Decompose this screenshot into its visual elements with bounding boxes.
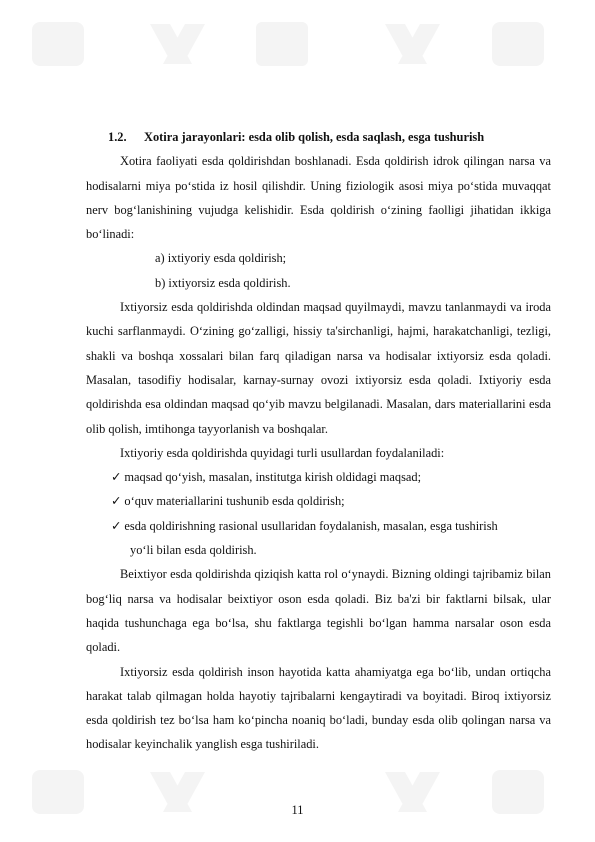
check-item-1: ✓ maqsad qo‘yish, masalan, institutga kirish oldidagi maqsad; bbox=[111, 470, 422, 485]
section-heading bbox=[86, 125, 551, 149]
paragraph-intro: Xotira faoliyati esda qoldirishdan boshlanadi. Esda qoldirish idrok qilingan narsa va hodisalarni miya po‘stida iz hosil qilishdir. Uning fiziologik asosi miya po‘stida muvaqqat nerv bog‘lanishining vujudga kelishidir. Esda qoldirish o‘zining faolligi jihatidan ikkiga bo‘linadi: bbox=[86, 154, 551, 242]
list-item-b: b) ixtiyorsiz esda qoldirish. bbox=[155, 275, 291, 290]
check-item-2: ✓ o‘quv materiallarini tushunib esda qoldirish; bbox=[111, 494, 345, 509]
paragraph-interest: Beixtiyor esda qoldirishda qiziqish katta rol o‘ynaydi. Bizning oldingi tajribamiz bilan bog‘liq narsa va hodisalar beixtiyor oson esda qoladi. Biz ba'zi bir faktlarni bilsak, ular haqida tushunchaga ega bo‘lsa, shu faktlarga tegishli bo‘lgan hamma narsalar oson esda qoladi. bbox=[86, 567, 551, 655]
paragraph-methods-intro: Ixtiyoriy esda qoldirishda quyidagi turli usullardan foydalaniladi: bbox=[120, 445, 445, 460]
check-item-3: ✓ esda qoldirishning rasional usullaridan foydalanish, masalan, esga tushirish bbox=[111, 518, 498, 533]
page-number: 11 bbox=[291, 803, 304, 817]
section-title: Xotira jarayonlari: esda olib qolish, esda saqlash, esga tushurish bbox=[144, 130, 485, 144]
list-item-a: a) ixtiyoriy esda qoldirish; bbox=[155, 251, 287, 266]
check-item-3-continued: yo‘li bilan esda qoldirish. bbox=[130, 543, 257, 558]
paragraph-conclusion: Ixtiyorsiz esda qoldirish inson hayotida katta ahamiyatga ega bo‘lib, undan ortiqcha harakat talab qilmagan holda hayotiy tajribalarni kengaytiradi va boyitadi. Biroq ixtiyorsiz esda qoldirish tez bo‘lsa ham ko‘pincha noaniq bo‘ladi, bunday esda olib qolingan narsa va hodisalar keyinchalik yanglish esga tushiriladi. bbox=[86, 664, 551, 752]
document-body bbox=[86, 125, 551, 757]
section-number: 1.2. bbox=[108, 130, 127, 144]
checkmark-icon: ✓ bbox=[111, 470, 122, 485]
checkmark-icon: ✓ bbox=[111, 518, 122, 533]
paragraph-involuntary: Ixtiyorsiz esda qoldirishda oldindan maqsad quyilmaydi, mavzu tanlanmaydi va iroda kuchi sarflanmaydi. O‘zining go‘zalligi, hissiy ta'sirchanligi, hajmi, harakatchanligi, tezligi, shakli va boshqa xossalari bilan farq qiladigan narsa va hodisalar ixtiyorsiz esda qoladi. Masalan, tasodifiy hodisalar, karnay-surnay ovozi ixtiyorsiz esda qoladi. Ixtiyoriy esda qoldirishda esa oldindan maqsad qo‘yib mavzu belgilanadi. Masalan, dars materiallarini esda olib qolish, imtihonga tayyorlanish va boshqalar. bbox=[86, 300, 551, 436]
checkmark-icon: ✓ bbox=[111, 494, 122, 509]
